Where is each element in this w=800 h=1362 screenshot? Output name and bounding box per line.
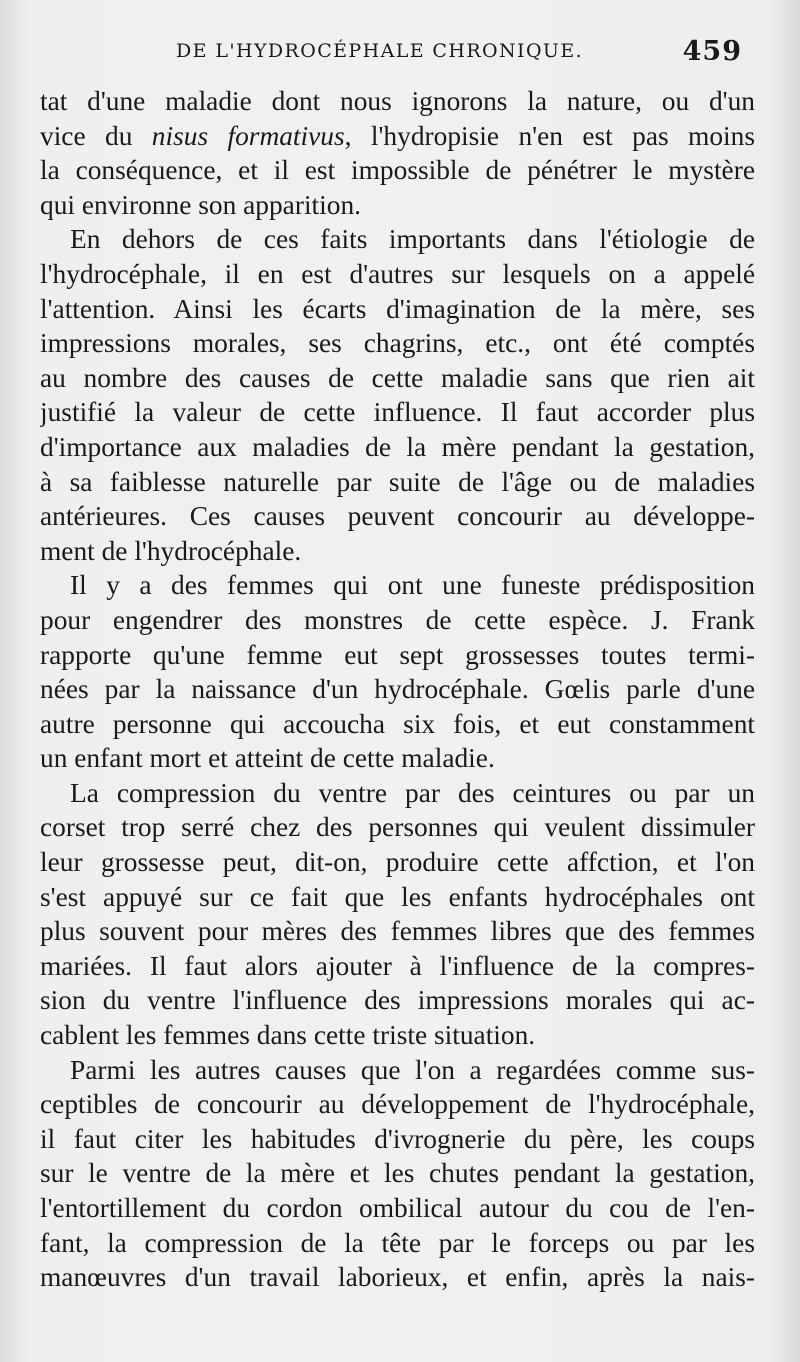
text-line: [40, 499, 755, 534]
text-line: [40, 119, 755, 154]
text-fragment: plus souvent pour mères des femmes libres que des femmes: [40, 916, 755, 947]
text-fragment: , l'hydropisie n'en est pas moins: [344, 120, 755, 151]
text-line: [40, 949, 755, 984]
text-fragment: mariées. Il faut alors ajouter à l'influence de la compres-: [40, 950, 755, 981]
text-line: [40, 672, 755, 707]
text-fragment: s'est appuyé sur ce fait que les enfants hydrocéphales ont: [40, 881, 755, 912]
page-number: 459: [682, 36, 742, 67]
text-fragment: ment de l'hydrocéphale.: [40, 535, 302, 566]
text-fragment: autre personne qui accoucha six fois, et eut constamment: [40, 708, 755, 739]
text-line: [40, 638, 755, 673]
text-line: [40, 741, 755, 776]
text-fragment: il faut citer les habitudes d'ivrognerie du père, les coups: [40, 1123, 755, 1154]
text-line: [40, 84, 755, 119]
text-line: [40, 222, 755, 257]
text-line: [40, 1226, 755, 1261]
text-line: [40, 534, 755, 569]
text-line: [40, 845, 755, 880]
text-fragment: impressions morales, ses chagrins, etc., ont été comptés: [40, 328, 755, 359]
text-line: [40, 776, 755, 811]
italic-phrase: nisus formativus: [151, 120, 345, 151]
text-fragment: La compression du ventre par des ceintures ou par un: [70, 777, 755, 808]
text-line: [40, 1053, 755, 1088]
text-line: [40, 1156, 755, 1191]
text-line: [40, 188, 755, 223]
text-fragment: Parmi les autres causes que l'on a regardées comme sus-: [70, 1054, 755, 1085]
text-fragment: d'importance aux maladies de la mère pendant la gestation,: [40, 431, 755, 462]
text-line: [40, 1122, 755, 1157]
text-fragment: la conséquence, et il est impossible de pénétrer le mystère: [40, 155, 755, 186]
text-fragment: leur grossesse peut, dit-on, produire cette affction, et l'on: [40, 847, 755, 878]
text-line: [40, 880, 755, 915]
text-line: [40, 361, 755, 396]
text-fragment: un enfant mort et atteint de cette maladie.: [40, 743, 495, 774]
text-line: [40, 1018, 755, 1053]
text-fragment: nées par la naissance d'un hydrocéphale. Gœlis parle d'une: [40, 674, 755, 705]
text-fragment: Il y a des femmes qui ont une funeste prédisposition: [70, 570, 755, 601]
text-fragment: vice du: [40, 120, 152, 151]
text-line: [40, 603, 755, 638]
text-fragment: au nombre des causes de cette maladie sans que rien ait: [40, 362, 755, 393]
text-fragment: rapporte qu'une femme eut sept grossesses toutes termi-: [40, 639, 755, 670]
text-fragment: corset trop serré chez des personnes qui veulent dissimuler: [40, 812, 755, 843]
text-line: [40, 707, 755, 742]
text-line: [40, 810, 755, 845]
body-text: [40, 84, 755, 1295]
running-head: DE L'HYDROCÉPHALE CHRONIQUE.: [176, 40, 584, 62]
text-fragment: l'hydrocéphale, il en est d'autres sur lesquels on a appelé: [40, 258, 755, 289]
text-line: [40, 568, 755, 603]
text-line: [40, 257, 755, 292]
text-fragment: manœuvres d'un travail laborieux, et enfin, après la nais-: [40, 1262, 755, 1293]
text-line: [40, 1260, 755, 1295]
text-fragment: pour engendrer des monstres de cette espèce. J. Frank: [40, 604, 755, 635]
text-fragment: l'attention. Ainsi les écarts d'imagination de la mère, ses: [40, 293, 755, 324]
text-fragment: tat d'une maladie dont nous ignorons la nature, ou d'un: [40, 86, 755, 116]
text-line: [40, 430, 755, 465]
text-fragment: qui environne son apparition.: [40, 189, 362, 220]
text-fragment: ceptibles de concourir au développement de l'hydrocéphale,: [40, 1089, 755, 1120]
page-header: [176, 36, 742, 74]
text-fragment: à sa faiblesse naturelle par suite de l'âge ou de maladies: [40, 466, 755, 497]
text-fragment: sion du ventre l'influence des impressions morales qui ac-: [40, 985, 755, 1016]
text-fragment: En dehors de ces faits importants dans l'étiologie de: [70, 224, 755, 255]
text-fragment: justifié la valeur de cette influence. Il faut accorder plus: [40, 397, 755, 428]
text-fragment: cablent les femmes dans cette triste situation.: [40, 1020, 536, 1051]
text-line: [40, 1087, 755, 1122]
text-line: [40, 292, 755, 327]
text-line: [40, 395, 755, 430]
text-line: [40, 914, 755, 949]
text-fragment: sur le ventre de la mère et les chutes pendant la gestation,: [40, 1158, 755, 1189]
text-line: [40, 983, 755, 1018]
text-fragment: antérieures. Ces causes peuvent concourir au développe-: [40, 501, 755, 532]
text-fragment: fant, la compression de la tête par le forceps ou par les: [40, 1227, 755, 1258]
text-fragment: l'entortillement du cordon ombilical autour du cou de l'en-: [40, 1193, 755, 1223]
text-line: [40, 465, 755, 500]
text-line: [40, 1191, 755, 1226]
text-line: [40, 153, 755, 188]
text-line: [40, 326, 755, 361]
